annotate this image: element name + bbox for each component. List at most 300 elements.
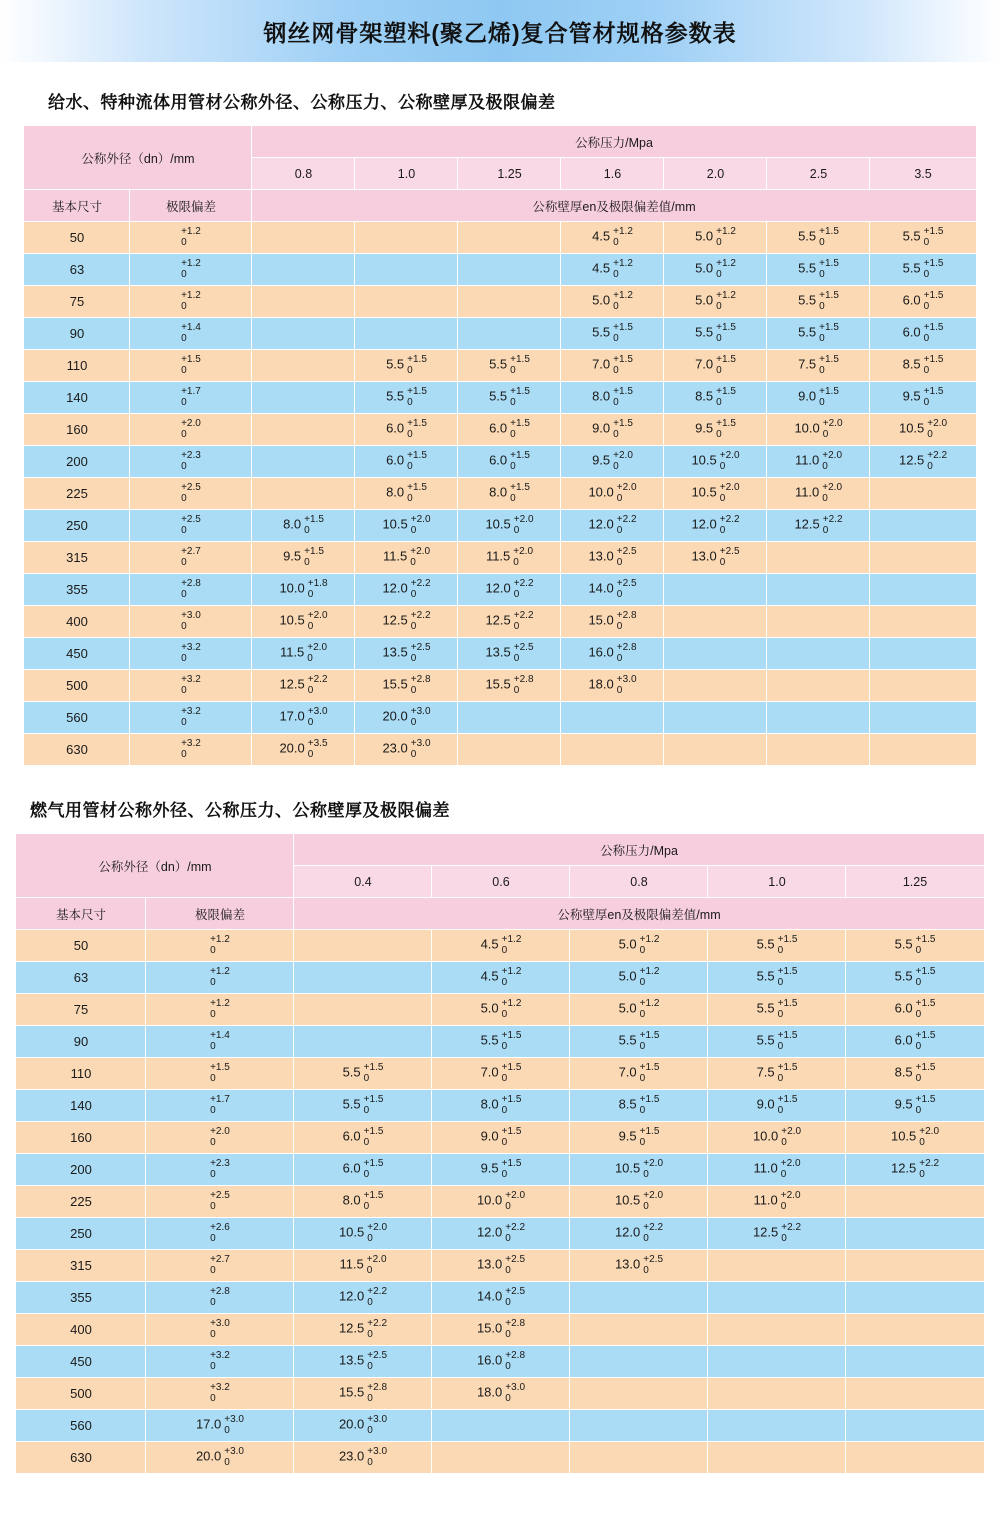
- cell-thickness: [355, 286, 458, 318]
- cell-thickness: [570, 1442, 708, 1474]
- cell-thickness: [458, 542, 561, 574]
- cell-thickness: [708, 1442, 846, 1474]
- cell-thickness: [846, 1122, 984, 1154]
- header-wall-thickness: 公称壁厚en及极限偏差值/mm: [294, 898, 984, 930]
- cell-thickness: [870, 510, 976, 542]
- cell-thickness: [767, 478, 870, 510]
- cell-thickness: [561, 574, 664, 606]
- thickness-value: 12.5 +2.2 0: [890, 1158, 940, 1180]
- cell-deviation: +2.5 0: [130, 510, 252, 542]
- thickness-value: 5.5 +1.5 0: [618, 1030, 660, 1052]
- cell-thickness: [664, 446, 767, 478]
- thickness-value: 11.5 +2.0 0: [279, 642, 328, 664]
- thickness-value: 10.5 +2.0 0: [890, 1126, 940, 1148]
- cell-dn: 160: [16, 1122, 146, 1154]
- thickness-value: 13.0 +2.5 0: [614, 1254, 664, 1276]
- cell-thickness: [870, 286, 976, 318]
- cell-thickness: [294, 1410, 432, 1442]
- thickness-value: 9.5 +2.0 0: [592, 450, 633, 472]
- cell-thickness: [561, 350, 664, 382]
- cell-thickness: [664, 414, 767, 446]
- cell-deviation: +3.2 0: [130, 702, 252, 734]
- cell-dn: 63: [24, 254, 130, 286]
- thickness-value: 7.5 +1.5 0: [756, 1062, 798, 1084]
- table-row: [24, 318, 976, 350]
- cell-thickness: [664, 254, 767, 286]
- cell-thickness: [458, 734, 561, 766]
- thickness-value: 20.0 +3.0 0: [338, 1414, 388, 1436]
- thickness-value: 13.0 +2.5 0: [588, 546, 637, 568]
- cell-dn: 90: [16, 1026, 146, 1058]
- table-row: [16, 1090, 984, 1122]
- cell-thickness: [294, 1378, 432, 1410]
- thickness-value: 5.5 +1.5 0: [489, 354, 530, 376]
- thickness-value: 12.0 +2.2 0: [614, 1222, 664, 1244]
- table-row: [24, 734, 976, 766]
- cell-thickness: [355, 702, 458, 734]
- cell-dn: 630: [24, 734, 130, 766]
- cell-thickness: [561, 414, 664, 446]
- cell-thickness: [870, 670, 976, 702]
- cell-thickness: [294, 1122, 432, 1154]
- cell-thickness: [767, 638, 870, 670]
- table-row: [24, 702, 976, 734]
- cell-thickness: [294, 930, 432, 962]
- cell-deviation: +1.2 0: [130, 222, 252, 254]
- cell-thickness: [432, 962, 570, 994]
- cell-thickness: [570, 1378, 708, 1410]
- table-row: [24, 478, 976, 510]
- cell-thickness: [664, 606, 767, 638]
- thickness-value: 5.5 +1.5 0: [894, 966, 936, 988]
- cell-thickness: [846, 930, 984, 962]
- cell-thickness: [458, 222, 561, 254]
- cell-thickness: [570, 1314, 708, 1346]
- cell-thickness: [570, 1218, 708, 1250]
- thickness-value: 5.5 +1.5 0: [756, 998, 798, 1020]
- thickness-value: 10.5 +2.0 0: [382, 514, 431, 536]
- cell-thickness: [294, 1058, 432, 1090]
- table-row: [24, 254, 976, 286]
- cell-dn: 450: [16, 1346, 146, 1378]
- thickness-value: 12.0 +2.2 0: [588, 514, 637, 536]
- cell-thickness: [664, 318, 767, 350]
- cell-thickness: [664, 702, 767, 734]
- header-limit-dev: 极限偏差: [130, 190, 252, 222]
- cell-thickness: [870, 606, 976, 638]
- thickness-value: 14.0 +2.5 0: [588, 578, 637, 600]
- cell-deviation: +3.2 0: [146, 1346, 294, 1378]
- thickness-value: 15.5 +2.8 0: [382, 674, 431, 696]
- cell-thickness: [708, 994, 846, 1026]
- thickness-value: 5.5 +1.5 0: [902, 258, 944, 280]
- table-row: [24, 222, 976, 254]
- cell-dn: 140: [24, 382, 130, 414]
- cell-thickness: [561, 542, 664, 574]
- cell-deviation: +1.2 0: [130, 286, 252, 318]
- cell-dn: 160: [24, 414, 130, 446]
- cell-thickness: [870, 222, 976, 254]
- table-row: [24, 382, 976, 414]
- cell-thickness: [767, 574, 870, 606]
- thickness-value: 5.5 +1.5 0: [592, 322, 633, 344]
- header-pressure-1.25: 1.25: [458, 158, 561, 190]
- header-dn: 公称外径（dn）/mm: [16, 834, 294, 898]
- thickness-value: 6.0 +1.5 0: [894, 1030, 936, 1052]
- cell-thickness: [432, 1090, 570, 1122]
- cell-dn: 500: [24, 670, 130, 702]
- table-row: [24, 414, 976, 446]
- thickness-value: 11.0 +2.0 0: [753, 1190, 801, 1212]
- thickness-value: 15.0 +2.8 0: [588, 610, 637, 632]
- cell-deviation: +1.4 0: [146, 1026, 294, 1058]
- cell-thickness: [458, 382, 561, 414]
- cell-thickness: [561, 638, 664, 670]
- table-row: [16, 1058, 984, 1090]
- cell-thickness: [767, 606, 870, 638]
- table-row: [16, 930, 984, 962]
- cell-thickness: [767, 702, 870, 734]
- thickness-value: 8.5 +1.5 0: [618, 1094, 660, 1116]
- thickness-value: 7.0 +1.5 0: [480, 1062, 522, 1084]
- cell-thickness: [570, 1090, 708, 1122]
- cell-dn: 225: [24, 478, 130, 510]
- thickness-value: 5.5 +1.5 0: [756, 1030, 798, 1052]
- thickness-value: 5.0 +1.2 0: [695, 226, 736, 248]
- cell-thickness: [664, 734, 767, 766]
- cell-thickness: [570, 1346, 708, 1378]
- cell-thickness: [252, 702, 355, 734]
- cell-dn: 75: [24, 286, 130, 318]
- table-row: [16, 1218, 984, 1250]
- cell-thickness: [570, 1282, 708, 1314]
- table-row: [24, 574, 976, 606]
- thickness-value: 18.0 +3.0 0: [588, 674, 637, 696]
- cell-thickness: [664, 350, 767, 382]
- cell-deviation: +3.2 0: [130, 638, 252, 670]
- thickness-value: 11.5 +2.0 0: [339, 1254, 387, 1276]
- thickness-value: 10.5 +2.0 0: [614, 1190, 664, 1212]
- cell-thickness: [846, 962, 984, 994]
- cell-dn: 400: [24, 606, 130, 638]
- thickness-value: 5.5 +1.5 0: [756, 966, 798, 988]
- thickness-value: 5.5 +1.5 0: [894, 934, 936, 956]
- cell-deviation: +2.6 0: [146, 1218, 294, 1250]
- cell-dn: 630: [16, 1442, 146, 1474]
- cell-thickness: [767, 254, 870, 286]
- header-pressure-2.0: 2.0: [664, 158, 767, 190]
- thickness-value: 6.0 +1.5 0: [386, 450, 427, 472]
- cell-thickness: [294, 1154, 432, 1186]
- thickness-value: 9.0 +1.5 0: [798, 386, 839, 408]
- cell-dn: 63: [16, 962, 146, 994]
- thickness-value: 10.5 +2.0 0: [485, 514, 534, 536]
- thickness-value: 12.5 +2.2 0: [794, 514, 843, 536]
- cell-thickness: [570, 1186, 708, 1218]
- cell-thickness: [846, 1282, 984, 1314]
- cell-deviation: +1.7 0: [146, 1090, 294, 1122]
- page-banner: [0, 0, 1000, 62]
- table-row: [24, 670, 976, 702]
- thickness-value: 10.5 +2.0 0: [691, 482, 740, 504]
- thickness-value: 12.0 +2.2 0: [338, 1286, 388, 1308]
- thickness-value: 8.0 +1.5 0: [283, 514, 324, 536]
- cell-thickness: [708, 1250, 846, 1282]
- cell-thickness: [458, 414, 561, 446]
- cell-thickness: [458, 318, 561, 350]
- thickness-value: 11.0 +2.0 0: [794, 482, 843, 504]
- thickness-value: 10.0 +1.8 0: [279, 578, 328, 600]
- thickness-value: 5.0 +1.2 0: [592, 290, 633, 312]
- thickness-value: 5.5 +1.5 0: [798, 322, 839, 344]
- cell-dn: 315: [16, 1250, 146, 1282]
- cell-deviation: +1.2 0: [146, 930, 294, 962]
- cell-thickness: [458, 510, 561, 542]
- cell-dn: 560: [16, 1410, 146, 1442]
- cell-thickness: [355, 446, 458, 478]
- cell-deviation: +2.5 0: [146, 1186, 294, 1218]
- cell-thickness: [432, 930, 570, 962]
- header-basic-size: 基本尺寸: [16, 898, 146, 930]
- bottom-spacer: [0, 1474, 1000, 1500]
- thickness-value: 8.5 +1.5 0: [902, 354, 944, 376]
- thickness-value: 5.5 +1.5 0: [386, 354, 427, 376]
- thickness-value: 12.5 +2.2 0: [898, 450, 948, 472]
- cell-dn: 90: [24, 318, 130, 350]
- cell-thickness: [846, 1154, 984, 1186]
- cell-thickness: [355, 510, 458, 542]
- cell-thickness: [708, 1218, 846, 1250]
- thickness-value: 5.5 +1.5 0: [798, 226, 839, 248]
- cell-thickness: [458, 702, 561, 734]
- cell-thickness: [432, 1442, 570, 1474]
- cell-thickness: [355, 318, 458, 350]
- thickness-value: 5.0 +1.2 0: [695, 258, 736, 280]
- thickness-value: 9.5 +1.5 0: [902, 386, 944, 408]
- cell-thickness: [570, 962, 708, 994]
- cell-thickness: [767, 446, 870, 478]
- cell-thickness: [570, 994, 708, 1026]
- cell-thickness: [767, 222, 870, 254]
- thickness-value: 4.5 +1.2 0: [480, 934, 522, 956]
- cell-thickness: [708, 1122, 846, 1154]
- cell-dn: 110: [24, 350, 130, 382]
- cell-thickness: [570, 930, 708, 962]
- cell-thickness: [561, 510, 664, 542]
- cell-thickness: [708, 930, 846, 962]
- cell-thickness: [432, 1026, 570, 1058]
- cell-dn: 250: [16, 1218, 146, 1250]
- thickness-value: 10.5 +2.0 0: [614, 1158, 664, 1180]
- section-1-title: 给水、特种流体用管材公称外径、公称压力、公称壁厚及极限偏差: [48, 93, 556, 112]
- table-row: [16, 1250, 984, 1282]
- cell-thickness: [846, 994, 984, 1026]
- thickness-value: 7.0 +1.5 0: [592, 354, 633, 376]
- table-row: [16, 1346, 984, 1378]
- cell-thickness: [708, 1154, 846, 1186]
- thickness-value: 5.5 +1.5 0: [489, 386, 530, 408]
- header-pressure-0.8: 0.8: [570, 866, 708, 898]
- cell-thickness: [767, 414, 870, 446]
- cell-thickness: [252, 478, 355, 510]
- cell-dn: 355: [24, 574, 130, 606]
- thickness-value: 8.5 +1.5 0: [695, 386, 736, 408]
- header-pressure-0.8: 0.8: [252, 158, 355, 190]
- cell-deviation: [146, 1442, 294, 1474]
- cell-thickness: [767, 510, 870, 542]
- thickness-value: 10.5 +2.0 0: [691, 450, 740, 472]
- cell-thickness: [561, 670, 664, 702]
- cell-thickness: [252, 254, 355, 286]
- header-pressure: 公称压力/Mpa: [252, 126, 976, 158]
- cell-dn: 560: [24, 702, 130, 734]
- cell-thickness: [664, 670, 767, 702]
- header-row-wall: [16, 898, 984, 930]
- cell-thickness: [767, 670, 870, 702]
- cell-thickness: [664, 510, 767, 542]
- thickness-value: 5.5 +1.5 0: [386, 386, 427, 408]
- cell-thickness: [355, 734, 458, 766]
- cell-thickness: [561, 222, 664, 254]
- cell-dn: 225: [16, 1186, 146, 1218]
- cell-thickness: [664, 638, 767, 670]
- thickness-value: 6.0 +1.5 0: [342, 1126, 384, 1148]
- cell-dn: 355: [16, 1282, 146, 1314]
- cell-thickness: [708, 1346, 846, 1378]
- cell-thickness: [846, 1442, 984, 1474]
- cell-deviation: +3.0 0: [146, 1314, 294, 1346]
- cell-deviation: +1.2 0: [146, 962, 294, 994]
- thickness-value: 23.0 +3.0 0: [382, 738, 431, 760]
- cell-deviation: +1.2 0: [146, 994, 294, 1026]
- cell-thickness: [708, 1058, 846, 1090]
- thickness-value: 5.0 +1.2 0: [695, 290, 736, 312]
- cell-thickness: [432, 1186, 570, 1218]
- table-row: [16, 994, 984, 1026]
- cell-thickness: [294, 1218, 432, 1250]
- thickness-value: 17.0 +3.0 0: [279, 706, 328, 728]
- cell-dn: 75: [16, 994, 146, 1026]
- thickness-value: 11.5 +2.0 0: [382, 546, 431, 568]
- thickness-value: 6.0 +1.5 0: [489, 450, 530, 472]
- thickness-value: 17.0 +3.0 0: [195, 1414, 244, 1436]
- thickness-value: 5.5 +1.5 0: [798, 290, 839, 312]
- thickness-value: 12.5 +2.2 0: [485, 610, 534, 632]
- cell-thickness: [767, 350, 870, 382]
- thickness-value: 11.0 +2.0 0: [753, 1158, 801, 1180]
- cell-thickness: [870, 734, 976, 766]
- cell-thickness: [252, 446, 355, 478]
- thickness-value: 4.5 +1.2 0: [592, 258, 633, 280]
- table-row: [24, 542, 976, 574]
- cell-thickness: [458, 350, 561, 382]
- cell-thickness: [355, 670, 458, 702]
- cell-deviation: +2.7 0: [146, 1250, 294, 1282]
- thickness-value: 12.0 +2.2 0: [485, 578, 534, 600]
- cell-thickness: [870, 382, 976, 414]
- cell-thickness: [846, 1090, 984, 1122]
- cell-thickness: [870, 350, 976, 382]
- cell-thickness: [252, 318, 355, 350]
- cell-dn: 50: [24, 222, 130, 254]
- thickness-value: 18.0 +3.0 0: [476, 1382, 526, 1404]
- cell-thickness: [252, 574, 355, 606]
- cell-thickness: [870, 446, 976, 478]
- thickness-value: 7.5 +1.5 0: [798, 354, 839, 376]
- thickness-value: 11.0 +2.0 0: [794, 450, 843, 472]
- thickness-value: 9.5 +1.5 0: [695, 418, 736, 440]
- cell-thickness: [458, 670, 561, 702]
- cell-thickness: [870, 638, 976, 670]
- cell-thickness: [708, 1314, 846, 1346]
- cell-thickness: [561, 382, 664, 414]
- cell-thickness: [561, 318, 664, 350]
- cell-dn: 315: [24, 542, 130, 574]
- cell-thickness: [355, 638, 458, 670]
- cell-thickness: [561, 734, 664, 766]
- cell-deviation: +2.0 0: [146, 1122, 294, 1154]
- cell-thickness: [294, 1314, 432, 1346]
- cell-thickness: [708, 1282, 846, 1314]
- thickness-value: 6.0 +1.5 0: [489, 418, 530, 440]
- cell-thickness: [570, 1410, 708, 1442]
- cell-thickness: [767, 734, 870, 766]
- cell-thickness: [561, 446, 664, 478]
- thickness-value: 16.0 +2.8 0: [476, 1350, 526, 1372]
- thickness-value: 5.0 +1.2 0: [480, 998, 522, 1020]
- cell-deviation: +1.4 0: [130, 318, 252, 350]
- header-row-top: [24, 126, 976, 158]
- table-row: [24, 606, 976, 638]
- thickness-value: 5.0 +1.2 0: [618, 966, 660, 988]
- cell-thickness: [561, 478, 664, 510]
- table-row: [16, 1154, 984, 1186]
- cell-thickness: [294, 1026, 432, 1058]
- cell-thickness: [846, 1218, 984, 1250]
- cell-thickness: [664, 222, 767, 254]
- cell-thickness: [355, 606, 458, 638]
- thickness-value: 9.0 +1.5 0: [756, 1094, 798, 1116]
- thickness-value: 8.0 +1.5 0: [386, 482, 427, 504]
- cell-thickness: [870, 478, 976, 510]
- cell-thickness: [570, 1250, 708, 1282]
- header-pressure-1.0: 1.0: [355, 158, 458, 190]
- cell-thickness: [767, 318, 870, 350]
- cell-thickness: [846, 1314, 984, 1346]
- table-row: [16, 1122, 984, 1154]
- header-dn: 公称外径（dn）/mm: [24, 126, 252, 190]
- thickness-value: 5.0 +1.2 0: [618, 998, 660, 1020]
- cell-deviation: +2.0 0: [130, 414, 252, 446]
- cell-thickness: [355, 254, 458, 286]
- thickness-value: 5.5 +1.5 0: [756, 934, 798, 956]
- thickness-value: 5.5 +1.5 0: [342, 1094, 384, 1116]
- thickness-value: 23.0 +3.0 0: [338, 1446, 388, 1468]
- cell-deviation: +3.2 0: [130, 734, 252, 766]
- thickness-value: 7.0 +1.5 0: [695, 354, 736, 376]
- thickness-value: 5.5 +1.5 0: [902, 226, 944, 248]
- cell-thickness: [252, 286, 355, 318]
- cell-thickness: [570, 1058, 708, 1090]
- cell-thickness: [252, 414, 355, 446]
- table-water-pipe: [23, 125, 976, 766]
- cell-thickness: [432, 1378, 570, 1410]
- cell-thickness: [570, 1154, 708, 1186]
- cell-thickness: [846, 1346, 984, 1378]
- header-pressure-3.5: 3.5: [870, 158, 976, 190]
- table-row: [16, 962, 984, 994]
- cell-thickness: [561, 254, 664, 286]
